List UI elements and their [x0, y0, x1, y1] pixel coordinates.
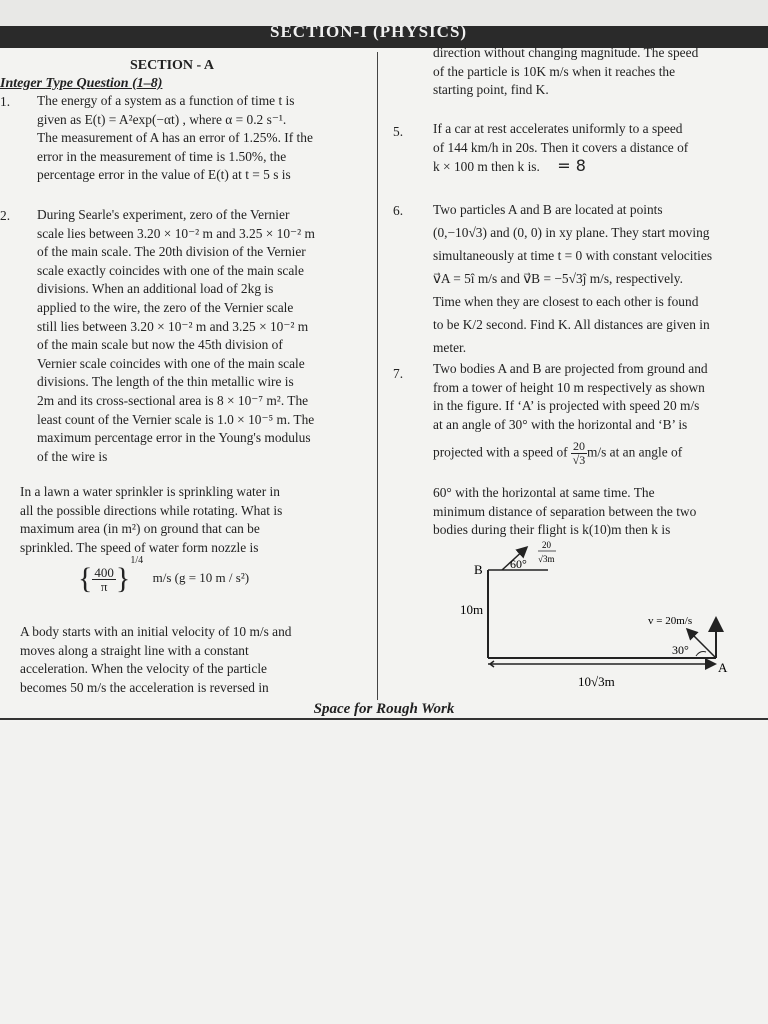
velocity-arrow-a [688, 630, 716, 658]
q4-line: becomes 50 m/s the acceleration is reversed in [20, 679, 269, 695]
speed-b-numerator: 20 [542, 540, 551, 550]
q5-number: 5. [393, 124, 404, 139]
q2-line: least count of the Vernier scale is 1.0 × 10⁻⁵ m. The [37, 411, 315, 427]
q2-line: scale lies between 3.20 × 10⁻² m and 3.25 × 10⁻² m [37, 225, 315, 241]
q3-line: sprinkled. The speed of water form nozzle is [20, 539, 259, 555]
q5-handwritten-answer: = 8 [557, 156, 586, 176]
q7-proj-numerator: 20 [572, 439, 585, 453]
question-4-continued [433, 44, 761, 100]
q3-formula-numerator: 400 [94, 564, 114, 580]
speed-b-denominator: √3m [538, 554, 555, 564]
q1-number: 1. [0, 94, 11, 109]
column-divider [377, 52, 378, 700]
q2-line: 2m and its cross-sectional area is 8 × 10⁻⁷ m². The [37, 392, 309, 408]
question-7-continued [433, 484, 763, 540]
q5-line: k × 100 m then k is. [433, 159, 540, 175]
section-heading: SECTION - A [130, 58, 215, 73]
label-a: A [718, 660, 728, 675]
angle-a-label: 30° [672, 643, 689, 657]
q2-line: During Searle's experiment, zero of the Vernier [37, 207, 290, 222]
q4-line: A body starts with an initial velocity of 10 m/s and [20, 624, 292, 639]
angle-arc-a [696, 652, 706, 657]
q2-line: divisions. The length of the thin metallic wire is [37, 374, 294, 390]
q3-line: maximum area (in m²) on ground that can be [20, 521, 260, 537]
blank-rough-area [0, 722, 768, 1024]
q2-line: of the wire is [37, 448, 108, 464]
q7-line: from a tower of height 10 m respectively as shown [433, 379, 705, 395]
q3-formula: { $\frac{400}{\pi}$ }$^{1/4}$ m/s (g = 10 m / s²) [78, 554, 250, 595]
q6-line: Time when they are closest to each other is found [433, 294, 699, 309]
q6-line: (0,−10√3) and (0, 0) in xy plane. They start moving [433, 225, 710, 240]
q1-line: The energy of a system as a function of time t is [37, 93, 295, 108]
q5-line: If a car at rest accelerates uniformly to a speed [433, 121, 683, 136]
q7-line: 60° with the horizontal at same time. The [433, 485, 655, 500]
question-5 [433, 120, 761, 177]
question-1 [37, 92, 362, 185]
q7-proj-suffix: m/s at an angle of [586, 444, 683, 460]
rough-work-label: Space for Rough Work [313, 701, 455, 717]
q2-line: of the main scale but now the 45th division of [37, 337, 283, 353]
angle-b-label: 60° [510, 557, 527, 571]
question-6 [433, 198, 761, 359]
q3-formula-exponent: 1/4 [130, 554, 144, 566]
q7-projection-line [433, 440, 682, 467]
q4-line: moves along a straight line with a constant [20, 642, 249, 658]
distance-label: 10√3m [578, 674, 615, 689]
q3-line: all the possible directions while rotating. What is [20, 502, 283, 518]
q7-proj-prefix: projected with a speed of [433, 444, 568, 460]
q2-line: applied to the wire, the zero of the Vernier scale [37, 299, 294, 315]
q2-line: scale exactly coincides with one of the main scale [37, 262, 304, 278]
q6-line: simultaneously at time t = 0 with constant velocities [433, 248, 713, 263]
q5-line: of 144 km/h in 20s. Then it covers a distance of [433, 139, 689, 155]
q7-line: bodies during their flight is k(10)m then k is [433, 522, 671, 538]
q7-line: at an angle of 30° with the horizontal and ‘B’ is [433, 416, 688, 432]
q7-number: 7. [393, 366, 404, 381]
q6-line: v⃗A = 5î m/s and v⃗B = −5√3ĵ m/s, respectively. [433, 271, 683, 286]
speed-a-label: v = 20m/s [648, 615, 693, 627]
q2-line: divisions. When an additional load of 2kg is [37, 281, 274, 297]
q4-line: acceleration. When the velocity of the particle [20, 661, 267, 677]
question-7 [433, 360, 763, 434]
q6-line: meter. [433, 340, 467, 355]
question-2 [37, 206, 362, 466]
q6-line: Two particles A and B are located at points [433, 202, 663, 217]
question-3 [20, 483, 362, 557]
projectile-figure [430, 538, 766, 698]
q3-formula-tail: m/s (g = 10 m / s²) [152, 570, 250, 586]
height-label: 10m [460, 602, 484, 617]
q6-line: to be K/2 second. Find K. All distances are given in [433, 317, 710, 332]
section-banner-title: SECTION-I (PHYSICS) [270, 22, 468, 41]
q2-line: Vernier scale coincides with one of the main scale [37, 355, 305, 371]
q2-line: still lies between 3.20 × 10⁻² m and 3.25 × 10⁻² m [37, 318, 309, 334]
q2-number: 2. [0, 208, 11, 223]
q4-cont-line: direction without changing magnitude. The speed [433, 45, 699, 60]
q1-line: The measurement of A has an error of 1.25%. If the [37, 130, 313, 146]
label-b: B [474, 562, 483, 577]
q7-line: minimum distance of separation between the two [433, 503, 697, 519]
bottom-rule [0, 718, 768, 720]
q1-line: percentage error in the value of E(t) at t = 5 s is [37, 167, 291, 183]
q3-formula-denominator: π [100, 578, 108, 594]
q7-line: Two bodies A and B are projected from ground and [433, 361, 708, 376]
q7-proj-denominator: √3 [572, 453, 586, 467]
q4-cont-line: of the particle is 10K m/s when it reaches the [433, 63, 676, 79]
question-4 [20, 623, 362, 697]
subheading: Integer Type Question (1–8) [0, 76, 163, 91]
q3-line: In a lawn a water sprinkler is sprinkling water in [20, 484, 280, 499]
q4-cont-line: starting point, find K. [433, 82, 549, 98]
q6-number: 6. [393, 203, 404, 218]
q7-line: in the figure. If ‘A’ is projected with speed 20 m/s [433, 398, 700, 414]
q1-line: given as E(t) = A²exp(−αt) , where α = 0.2 s⁻¹. [37, 111, 287, 127]
q2-line: maximum percentage error in the Young's modulus [37, 430, 311, 446]
q2-line: of the main scale. The 20th division of the Vernier [37, 244, 306, 260]
q1-line: error in the measurement of time is 1.50%, the [37, 148, 287, 164]
